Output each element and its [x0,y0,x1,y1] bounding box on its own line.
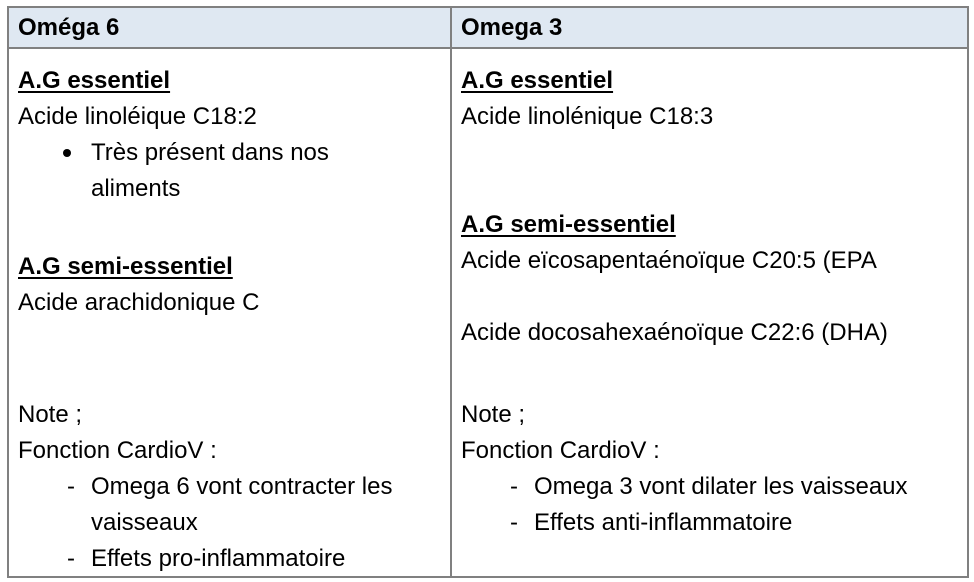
omega-6-dash-1-text-1: Omega 6 vont contracter les [91,473,393,500]
omega-3-semi-heading: A.G semi-essentiel [461,211,676,238]
omega-6-essential-acid: Acide linoléique C18:2 [18,103,257,130]
omega-6-bullet-text-2: aliments [91,175,181,202]
omega-3-dash-2-text: Effets anti-inflammatoire [534,509,793,536]
bullet-icon [63,149,71,157]
omega-6-note: Note ; [18,401,83,428]
omega-6-essential-heading: A.G essentiel [18,67,171,94]
omega-6-semi-heading: A.G semi-essentiel [18,253,233,280]
omega-6-dash-1-text-2: vaisseaux [91,509,198,536]
omega-6-cell [8,48,451,577]
omega-3-semi-acid-epa: Acide eïcosapentaénoïque C20:5 (EPA [461,247,877,274]
omega-6-content [9,49,450,576]
omega-3-essential-heading: A.G essentiel [461,67,614,94]
omega-6-bullet-text-1: Très présent dans nos [91,139,329,166]
dash-icon: - [67,545,75,572]
omega-3-function: Fonction CardioV : [461,437,660,464]
dash-icon: - [510,473,518,500]
table-body-row [8,48,968,577]
omega-3-essential-acid: Acide linolénique C18:3 [461,103,714,130]
omega-3-note: Note ; [461,401,526,428]
omega-3-semi-acid-dha: Acide docosahexaénoïque C22:6 (DHA) [461,319,888,346]
header-omega-6: Oméga 6 [8,7,451,48]
omega-3-dash-1-text: Omega 3 vont dilater les vaisseaux [534,473,908,500]
omega-3-content [452,49,967,576]
omega-3-cell [451,48,968,577]
header-omega-3: Omega 3 [451,7,968,48]
dash-icon: - [510,509,518,536]
omega-6-dash-2-text: Effets pro-inflammatoire [91,545,346,572]
table-header-row [8,7,968,48]
dash-icon: - [67,473,75,500]
omega-6-function: Fonction CardioV : [18,437,217,464]
omega-comparison-table [7,6,969,578]
omega-6-semi-acid: Acide arachidonique C [18,289,260,316]
